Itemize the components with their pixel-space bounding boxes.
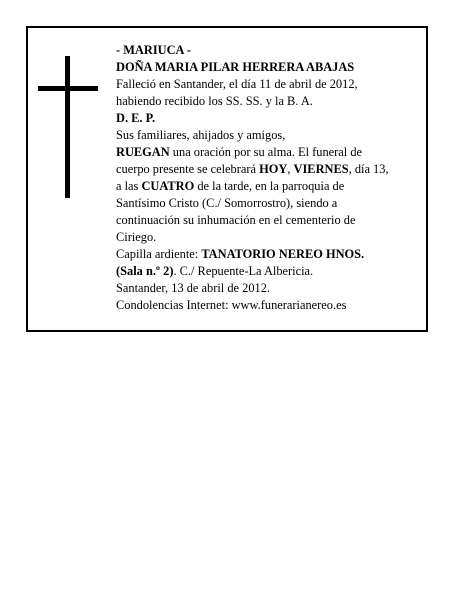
cross-icon [38,56,98,198]
prayer-request-line: RUEGAN una oración por su alma. El funeral de [116,145,363,159]
deceased-nickname: - MARIUCA - [116,43,192,57]
funeral-time-line: a las CUATRO de la tarde, en la parroquia de [116,179,345,193]
rest-in-peace: D. E. P. [116,111,156,125]
chapel-line: Capilla ardiente: TANATORIO NEREO HNOS. [116,247,365,261]
obituary-text [116,42,422,314]
death-date-line: Falleció en Santander, el día 11 de abril de 2012, [116,77,358,91]
funeral-day-line: cuerpo presente se celebrará HOY, VIERNES, día 13, [116,162,389,176]
condolences-line: Condolencias Internet: www.funerarianereo.es [116,298,347,312]
cemetery-line: Ciriego. [116,230,157,244]
chapel-room-line: (Sala n.º 2). C./ Repuente-La Albericia. [116,264,314,278]
sacraments-line: habiendo recibido los SS. SS. y la B. A. [116,94,313,108]
notice-date-line: Santander, 13 de abril de 2012. [116,281,270,295]
burial-line: continuación su inhumación en el cementerio de [116,213,356,227]
family-line: Sus familiares, ahijados y amigos, [116,128,286,142]
parish-line: Santísimo Cristo (C./ Somorrostro), siendo a [116,196,338,210]
deceased-full-name: DOÑA MARIA PILAR HERRERA ABAJAS [116,60,355,74]
obituary-notice [26,26,428,332]
